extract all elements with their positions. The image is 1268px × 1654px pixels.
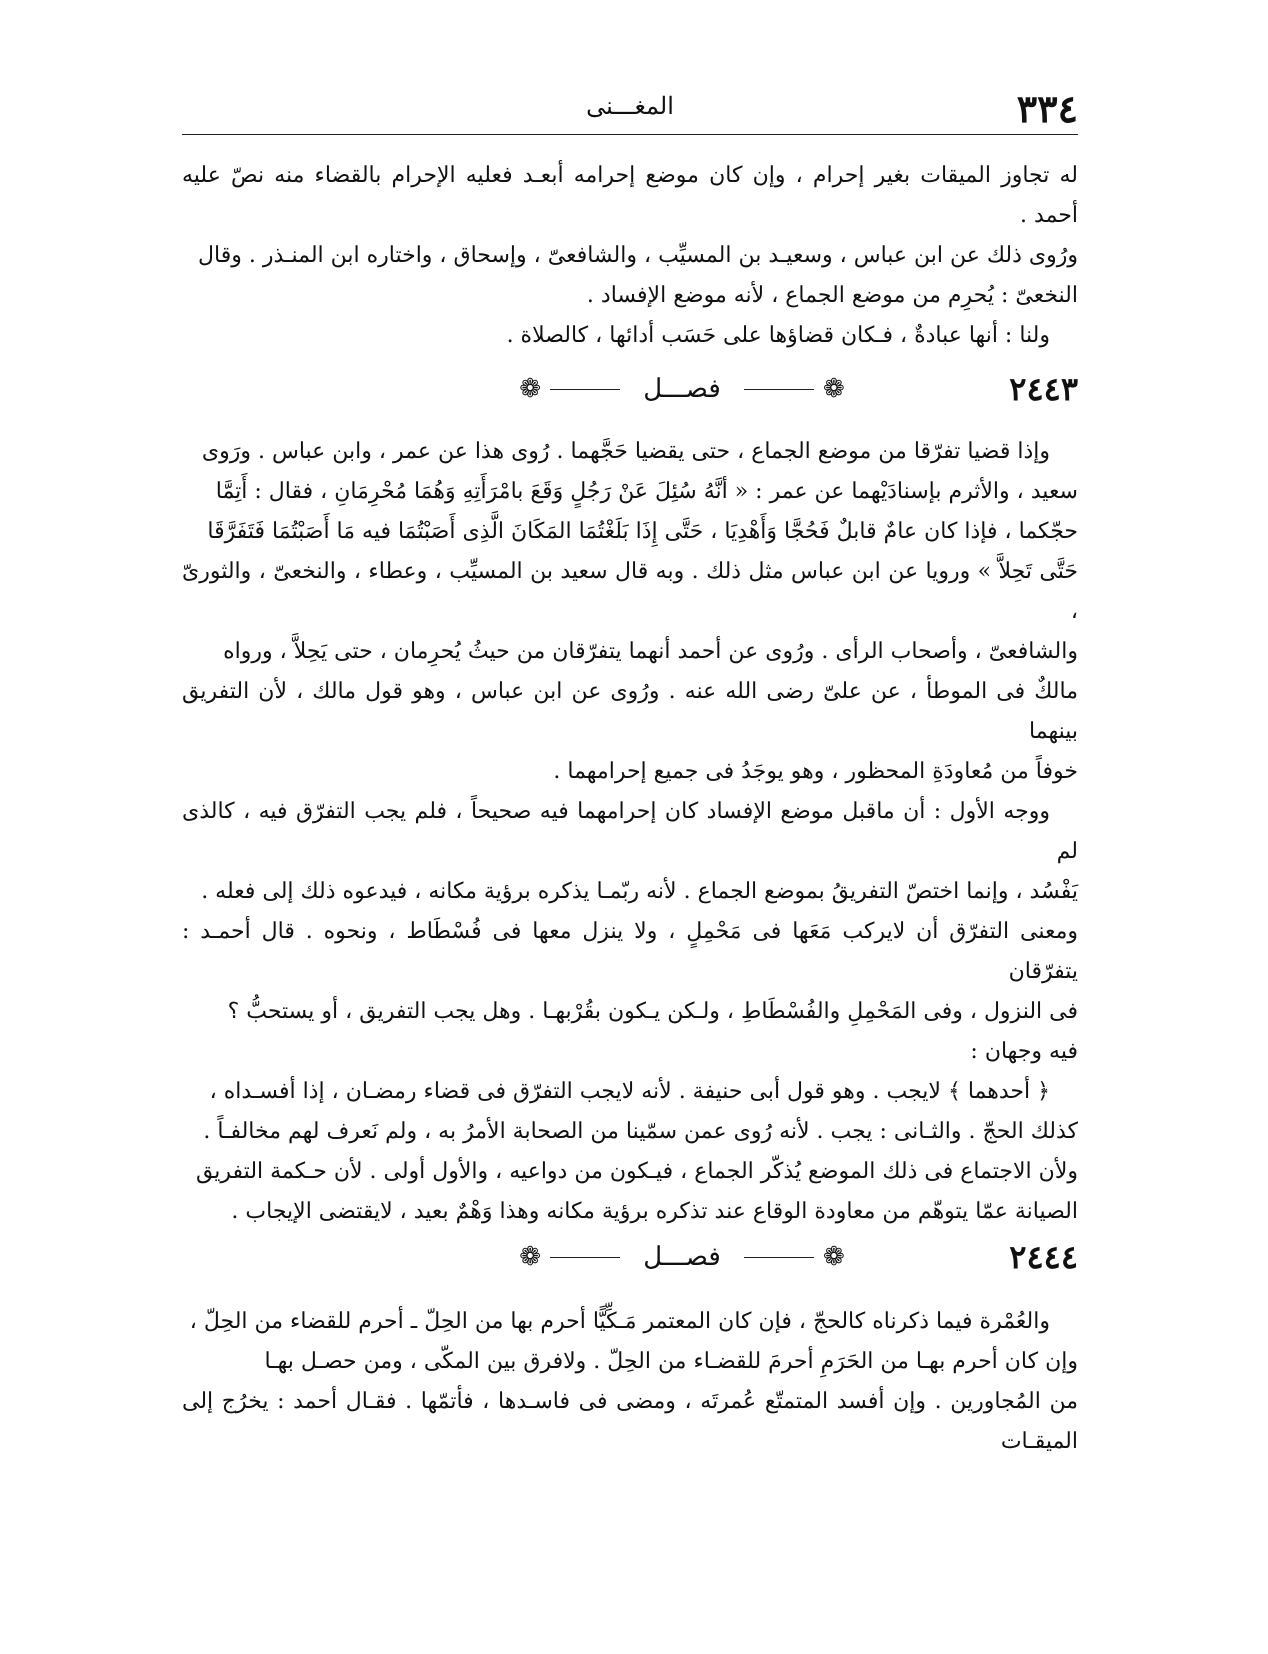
section-title-wrap — [472, 374, 892, 404]
page-header — [182, 82, 1078, 135]
text-line: من المُجاورين . وإن أفسد المتمتّع عُمرتَه ، ومضى فى فاسـدها ، فأتمّها . فقـال أحمد : يخرُج إلى الميقـات — [182, 1389, 1078, 1454]
text-line: ووجه الأول : أن ماقبل موضع الإفساد كان إحرامهما فيه صحيحاً ، فلم يجب التفرّق فيه ، كالذى لم — [182, 799, 1078, 864]
ornament-icon: ❁ — [822, 1242, 845, 1272]
text-line: مالكٌ فى الموطأ ، عن علىّ رضى الله عنه . ورُوى عن ابن عباس ، وهو قول مالك ، لأن التفريق بينهما — [182, 679, 1078, 744]
text-line: كذلك الحجّ . والثـانى : يجب . لأنه رُوى عمن سمّينا من الصحابة الأمرُ به ، ولم نَعرف لهم مخالفـاً . — [203, 1119, 1078, 1144]
ornament-rule — [744, 1257, 814, 1258]
ornament-icon: ❁ — [822, 374, 845, 404]
section-number: ٢٤٤٣ — [1009, 370, 1078, 408]
text-line: والشافعىّ ، وأصحاب الرأى . ورُوى عن أحمد أنهما يتفرّقان من حيثُ يُحرِمان ، حتى يَحِلاَّ ، ورواه — [223, 639, 1078, 664]
page-number: ٣٣٤ — [1016, 86, 1078, 131]
text-line: يَفْسُد ، وإنما اختصّ التفريقُ بموضع الجماع . لأنه ربّمـا يذكره برؤية مكانه ، فيدعوه ذلك إلى فعله . — [201, 879, 1078, 904]
text-line: فى النزول ، وفى المَحْمِلِ والفُسْطَاطِ ، ولـكن يـكون بقُرْبهـا . وهل يجب التفريق ، أو يستحبُّ ؟ — [227, 999, 1078, 1024]
text-line: فيه وجهان : — [970, 1039, 1078, 1064]
ornament-icon: ❁ — [519, 374, 542, 404]
section-heading-2444 — [182, 1238, 1078, 1282]
text-line: ولأن الاجتماع فى ذلك الموضع يُذكّر الجماع ، فيـكون من دواعيه ، والأول أولى . لأن حـكمة التفريق — [195, 1159, 1078, 1184]
text-line: النخعىّ : يُحرِم من موضع الجماع ، لأنه موضع الإفساد . — [586, 283, 1078, 308]
text-line: الصيانة عمّا يتوهّم من معاودة الوقاع عند تذكره برؤية مكانه وهذا وَهْمٌ بعيد ، لايقتضى الإيجاب . — [231, 1199, 1078, 1224]
running-title: المغـــنى — [586, 92, 674, 120]
text-line: وإذا قضيا تفرّقا من موضع الجماع ، حتى يقضيا حَجَّهما . رُوى هذا عن عمر ، وابن عباس . ورَوى — [201, 439, 1050, 464]
section-title: فصـــل — [643, 374, 721, 404]
text-line: حجّكما ، فإذا كان عامٌ قابلٌ فَحُجَّا وَأَهْدِيَا ، حَتَّى إِذَا بَلَغْتُمَا المَكَانَ الَّذِى أَصَبْتُمَا فيه مَا أَصَبْتُمَا فَتَفَرَّقَا — [207, 519, 1078, 544]
text-line: وإن كان أحرم بهـا من الحَرَمِ أحرمَ للقضـاء من الحِلّ . ولافرق بين المكّى ، ومن حصـل بهـا — [264, 1349, 1078, 1374]
paragraph-block-1 — [182, 156, 1078, 356]
text-line: خوفاً من مُعاودَةِ المحظور ، وهو يوجَدُ فى جميع إحرامهما . — [553, 759, 1078, 784]
text-line: ﴿ أحدهما ﴾ لايجب . وهو قول أبى حنيفة . لأنه لايجب التفرّق فى قضاء رمضـان ، إذا أفسـداه ، — [209, 1079, 1050, 1104]
paragraph-block-2 — [182, 432, 1078, 1232]
text-line: سعيد ، والأثرم بإسنادَيْهما عن عمر : « أنَّهُ سُئِلَ عَنْ رَجُلٍ وَقَعَ بامْرَأَتِهِ وَهُمَا مُحْرِمَانِ ، فقال : أَتِمَّا — [215, 479, 1078, 504]
text-line: حَتَّى تَحِلاَّ » ورويا عن ابن عباس مثل ذلك . وبه قال سعيد بن المسيِّب ، وعطاء ، والنخعىّ ، والثورىّ ، — [182, 559, 1078, 624]
text-line: ومعنى التفرّق أن لايركب مَعَها فى مَحْمِلٍ ، ولا ينزل معها فى فُسْطَاط ، ونحوه . قال أحمـد : يتفرّقان — [182, 919, 1078, 984]
section-title: فصـــل — [643, 1242, 721, 1272]
text-line: ورُوى ذلك عن ابن عباس ، وسعيـد بن المسيِّب ، والشافعىّ ، وإسحاق ، واختاره ابن المنـذر . وقال — [198, 243, 1078, 268]
section-number: ٢٤٤٤ — [1009, 1238, 1078, 1276]
ornament-icon: ❁ — [519, 1242, 542, 1272]
text-line: له تجاوز الميقات بغير إحرام ، وإن كان موضع إحرامه أبعـد فعليه الإحرام بالقضاء منه نصّ عليه أحمد . — [182, 163, 1078, 228]
ornament-rule — [550, 1257, 620, 1258]
ornament-rule — [744, 389, 814, 390]
text-line: ولنا : أنها عبادةٌ ، فـكان قضاؤها على حَسَب أدائها ، كالصلاة . — [506, 323, 1050, 348]
ornament-rule — [550, 389, 620, 390]
text-line: والعُمْرة فيما ذكرناه كالحجّ ، فإن كان المعتمر مَـكِّيًّا أحرم بها من الحِلّ ـ أحرم للقضاء من الحِلّ ، — [189, 1309, 1050, 1334]
section-title-wrap — [472, 1242, 892, 1272]
paragraph-block-3 — [182, 1302, 1078, 1462]
section-heading-2443 — [182, 370, 1078, 414]
